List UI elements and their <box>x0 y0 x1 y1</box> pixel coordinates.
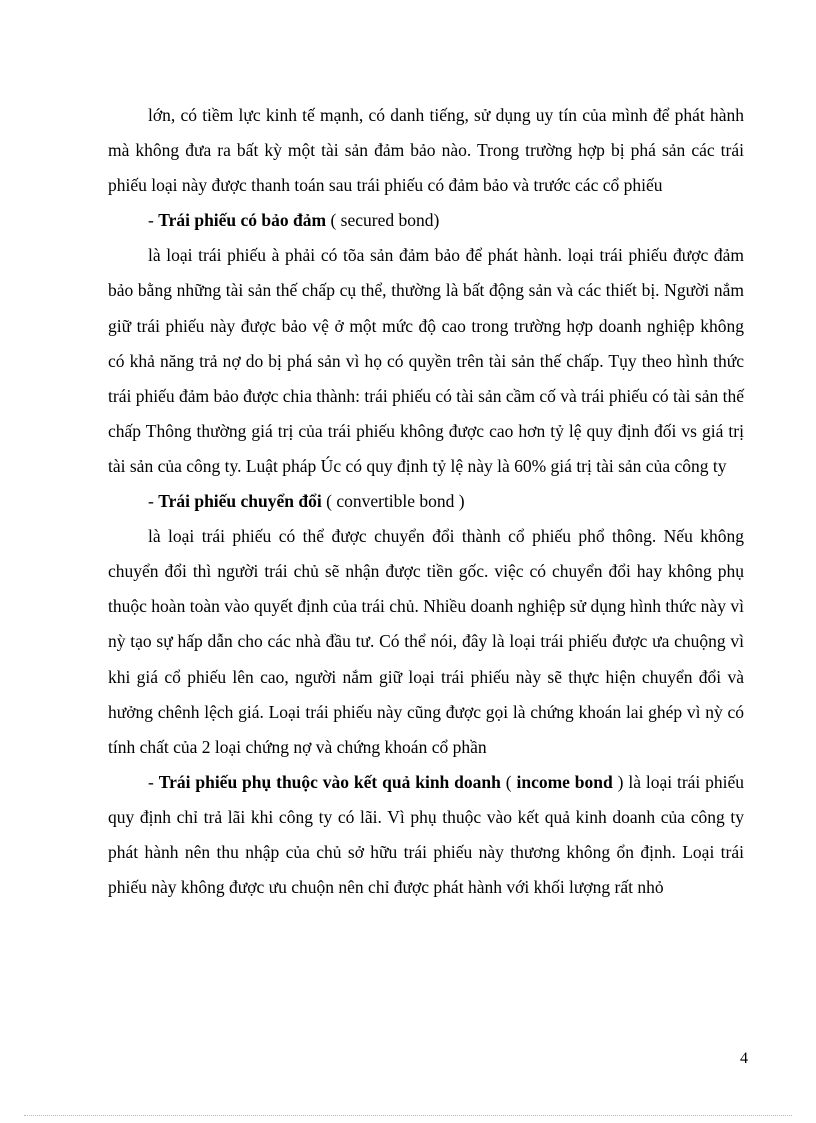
document-body <box>108 98 744 905</box>
heading-secured-bond-english: ( secured bond) <box>326 210 440 231</box>
paragraph-income-bond <box>108 765 744 905</box>
footer-dotted-rule <box>24 1115 792 1116</box>
heading-income-bond-english: income bond <box>516 771 613 792</box>
heading-convertible-bond-title: Trái phiếu chuyển đổi <box>158 491 322 512</box>
heading-income-bond-title: Trái phiếu phụ thuộc vào kết quả kinh doanh <box>158 771 501 792</box>
heading-dash: - <box>148 210 159 231</box>
heading-secured-bond-title: Trái phiếu có bảo đảm <box>158 210 327 231</box>
paragraph-secured-bond: là loại trái phiếu à phải có tõa sản đảm bảo để phát hành. loại trái phiếu được đảm bảo bằng những tài sản thế chấp cụ thể, thường là bất động sản và các thiết bị. Người nắm giữ trái phiếu này được bảo vệ ở một mức độ cao trong trường hợp doanh nghiệp không có khả năng trả nợ do bị phá sản vì họ có quyền trên tài sản thế chấp. Tụy theo hình thức trái phiếu đảm bảo được chia thành: trái phiếu có tài sản cầm cố và trái phiếu có tài sản thế chấp Thông thường giá trị của trái phiếu không được cao hơn tỷ lệ quy định đối vs giá trị tài sản của công ty. Luật pháp Úc có quy định tỷ lệ này là 60% giá trị tài sản của công ty <box>108 245 744 476</box>
heading-dash: - <box>148 491 159 512</box>
paragraph-unsecured-bond-continued: lớn, có tiềm lực kinh tế mạnh, có danh tiếng, sử dụng uy tín của mình để phát hành mà không đưa ra bất kỳ một tài sản đảm bảo nào. Trong trường hợp bị phá sản các trái phiếu loại này được thanh toán sau trái phiếu có đảm bảo và trước các cổ phiếu <box>108 105 744 196</box>
heading-secured-bond <box>108 203 744 238</box>
paragraph-convertible-bond: là loại trái phiếu có thể được chuyển đổi thành cổ phiếu phổ thông. Nếu không chuyển đổi thì người trái chủ sẽ nhận được tiền gốc. việc có chuyển đổi hay không phụ thuộc hoàn toàn vào quyết định của trái chủ. Nhiều doanh nghiệp sử dụng hình thức này vì nỳ tạo sự hấp dẫn cho các nhà đầu tư. Có thể nói, đây là loại trái phiếu được ưa chuộng vì khi giá cổ phiếu lên cao, người nắm giữ loại trái phiếu này sẽ thực hiện chuyển đổi và hưởng chênh lệch giá. Loại trái phiếu này cũng được gọi là chứng khoán lai ghép vì nỳ có tính chất của 2 loại chứng nợ và chứng khoán cổ phần <box>108 526 744 757</box>
heading-convertible-bond <box>108 484 744 519</box>
heading-dash: - <box>148 771 159 792</box>
page-number: 4 <box>740 1050 748 1067</box>
heading-income-bond-paren: ( <box>500 771 517 792</box>
paragraph-income-bond-text: ) là loại trái phiếu quy định chỉ trả lãi khi công ty có lãi. Vì phụ thuộc vào kết quả kinh doanh của công ty phát hành nên thu nhập của chủ sở hữu trái phiếu này thương không ổn định. Loại trái phiếu này không được ưu chuộn nên chỉ được phát hành với khối lượng rất nhỏ <box>108 771 745 898</box>
heading-convertible-bond-english: ( convertible bond ) <box>321 491 465 512</box>
